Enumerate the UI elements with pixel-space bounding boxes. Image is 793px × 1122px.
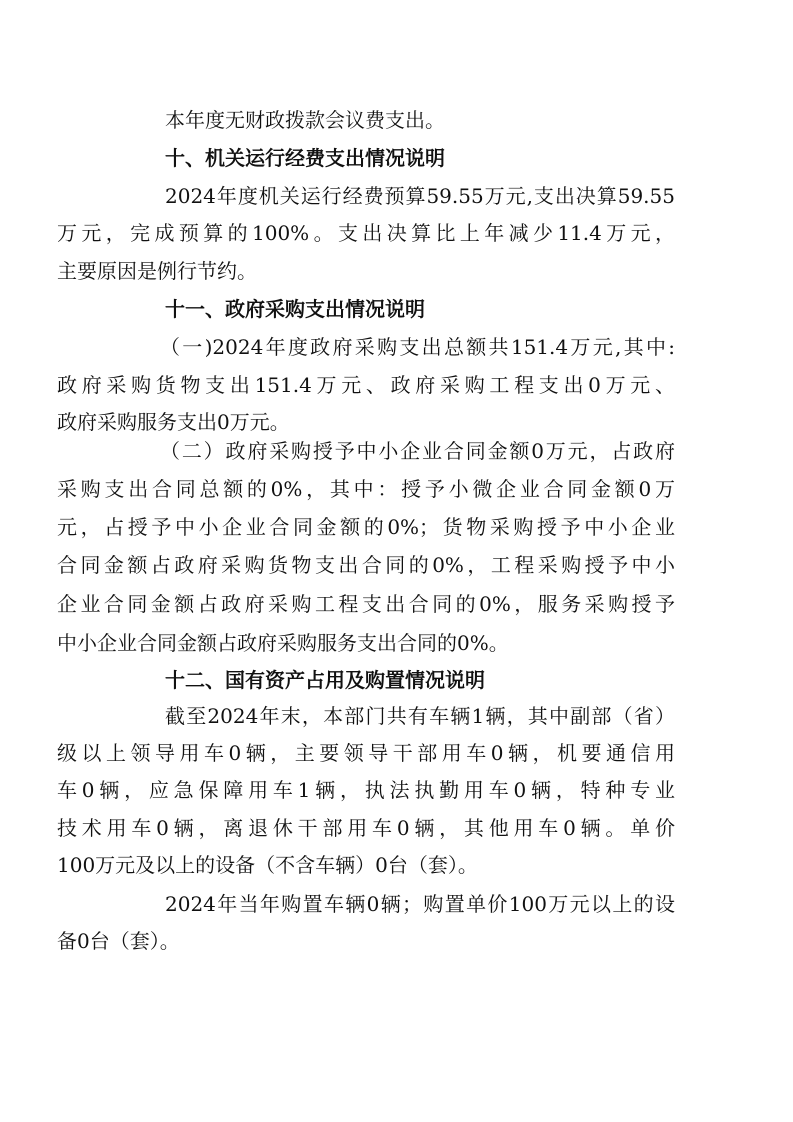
paragraph-line: 采购支出合同总额的0%，其中：授予小微企业合同金额0万 [57,477,675,501]
paragraph-line: 截至2024年末，本部门共有车辆1辆，其中副部（省） [165,704,675,728]
section-heading-10: 十、机关运行经费支出情况说明 [165,146,445,170]
paragraph-line: 政府采购服务支出0万元。 [57,410,290,434]
paragraph-line: 2024年当年购置车辆0辆；购置单价100万元以上的设 [165,892,675,916]
paragraph-line: 万元，完成预算的100%。支出决算比上年减少11.4万元， [57,221,675,245]
paragraph-line: （一)2024年度政府采购支出总额共151.4万元,其中: [160,335,675,359]
paragraph-line: （二）政府采购授予中小企业合同金额0万元，占政府 [160,439,675,463]
paragraph-line: 级以上领导用车0辆，主要领导干部用车0辆，机要通信用 [57,741,675,765]
paragraph-line: 技术用车0辆，离退休干部用车0辆，其他用车0辆。单价 [57,816,675,840]
paragraph-line: 100万元及以上的设备（不含车辆）0台（套）。 [57,853,478,877]
paragraph-line: 车0辆，应急保障用车1辆，执法执勤用车0辆，特种专业 [57,778,675,802]
section-heading-12: 十二、国有资产占用及购置情况说明 [165,668,485,692]
section-heading-11: 十一、政府采购支出情况说明 [165,297,425,321]
paragraph-line: 本年度无财政拨款会议费支出。 [165,108,445,132]
paragraph-line: 2024年度机关运行经费预算59.55万元,支出决算59.55 [165,184,675,208]
paragraph-line: 主要原因是例行节约。 [57,259,257,283]
paragraph-line: 政府采购货物支出151.4万元、政府采购工程支出0万元、 [57,373,675,397]
paragraph-line: 备0台（套）。 [57,929,180,953]
paragraph-line: 企业合同金额占政府采购工程支出合同的0%，服务采购授予 [57,592,675,616]
paragraph-line: 合同金额占政府采购货物支出合同的0%，工程采购授予中小 [57,553,675,577]
paragraph-line: 中小企业合同金额占政府采购服务支出合同的0%。 [57,631,509,655]
paragraph-line: 元，占授予中小企业合同金额的0%；货物采购授予中小企业 [57,515,675,539]
